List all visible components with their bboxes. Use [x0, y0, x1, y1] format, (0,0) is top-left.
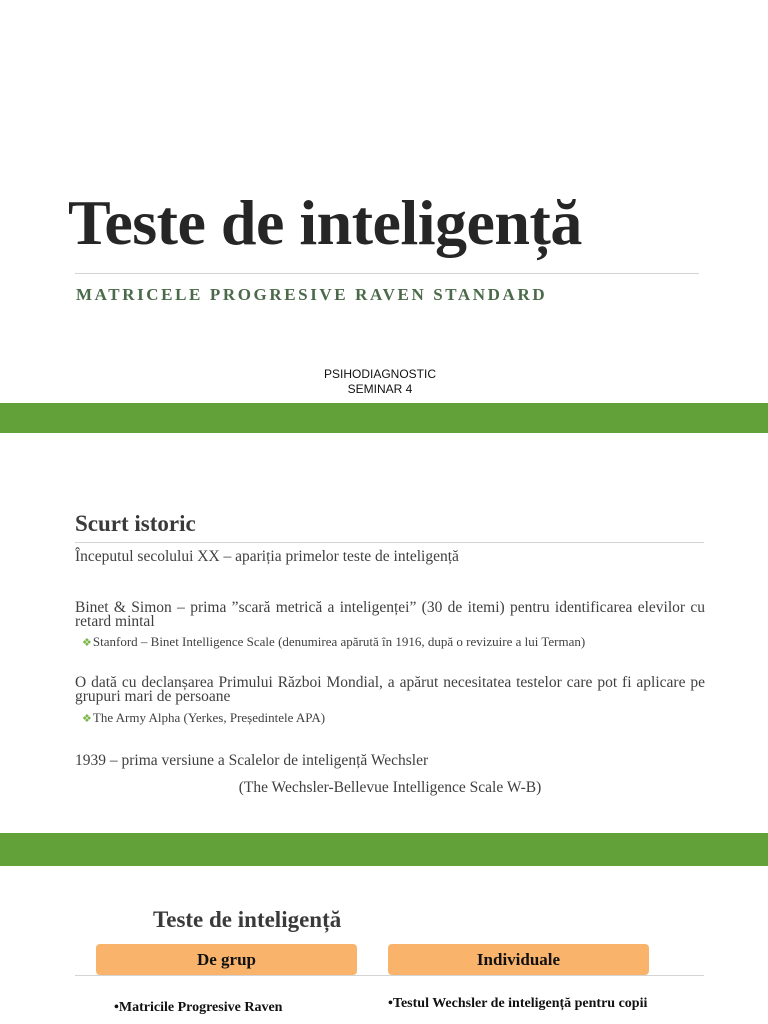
individual-tests-header: Individuale — [388, 944, 649, 975]
title-slide — [0, 0, 768, 403]
title-divider — [75, 273, 699, 274]
group-tests-header: De grup — [96, 944, 357, 975]
seminar-number: SEMINAR 4 — [347, 382, 413, 396]
slide-separator-band — [0, 833, 768, 866]
group-test-item: •Matricile Progresive Raven — [114, 1000, 283, 1015]
paragraph-wechsler: 1939 – prima versiune a Scalelor de inteligență Wechsler — [75, 752, 429, 769]
slide-subtitle: MATRICELE PROGRESIVE RAVEN STANDARD — [76, 285, 548, 304]
sub-bullet-army-alpha — [82, 710, 325, 726]
slide-heading: Scurt istoric — [75, 511, 196, 536]
history-slide — [0, 433, 768, 833]
slide-separator-band — [0, 403, 768, 433]
diamond-bullet-icon: ❖ — [82, 713, 92, 725]
wechsler-bellevue-line: (The Wechsler-Bellevue Intelligence Scale W-B) — [238, 779, 542, 796]
diamond-bullet-icon: ❖ — [82, 637, 92, 649]
sub-bullet-text: Stanford – Binet Intelligence Scale (denumirea apărută în 1916, după o revizuire a lui Terman) — [92, 634, 586, 649]
slide-heading: Teste de inteligență — [153, 907, 342, 932]
sub-bullet-stanford — [82, 634, 585, 650]
paragraph-early-century: Începutul secolului XX – apariția primelor teste de inteligență — [75, 548, 459, 565]
course-info — [0, 367, 760, 397]
test-types-slide — [0, 866, 768, 1024]
slide-title: Teste de inteligență — [68, 187, 582, 258]
course-name: PSIHODIAGNOSTIC — [323, 367, 436, 381]
heading-divider — [75, 542, 704, 543]
paragraph-ww1: O dată cu declanșarea Primului Război Mondial, a apărut necesitatea testelor care pot fi aplicare pe grupuri mari de persoane — [75, 674, 705, 705]
individual-test-item: •Testul Wechsler de inteligență pentru copii — [388, 996, 648, 1011]
sub-bullet-text: The Army Alpha (Yerkes, Președintele APA) — [92, 710, 326, 725]
heading-divider — [75, 975, 704, 976]
paragraph-binet-simon: Binet & Simon – prima ”scară metrică a inteligenței” (30 de itemi) pentru identificarea elevilor cu retard mintal — [75, 599, 705, 630]
